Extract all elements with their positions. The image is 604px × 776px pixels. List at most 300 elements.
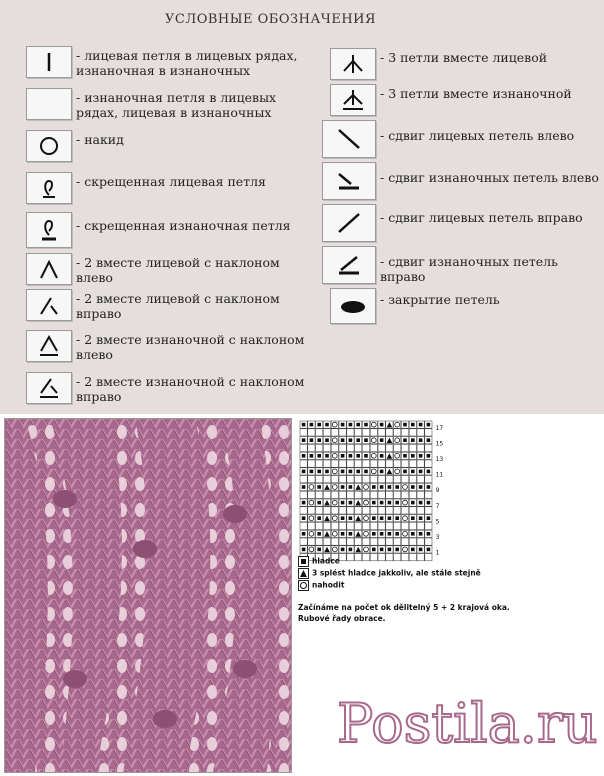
- knit-mark: [364, 438, 368, 442]
- knit-mark: [302, 470, 306, 474]
- legend-item-cross-knit-left: [322, 120, 574, 158]
- chart-cell-blank: [394, 476, 401, 483]
- chart-legend-text: hladce: [312, 556, 340, 566]
- chart-cell-blank: [347, 507, 354, 514]
- chart-cell-blank: [362, 507, 369, 514]
- knit-mark: [419, 501, 423, 505]
- knit-mark: [349, 438, 353, 442]
- chart-cell-blank: [316, 460, 323, 467]
- knit-mark: [411, 516, 415, 520]
- chart-cell-blank: [347, 429, 354, 436]
- knit-mark: [325, 423, 329, 427]
- chart-cell-blank: [417, 491, 424, 498]
- knit-mark: [411, 485, 415, 489]
- knit-stitch-icon: [26, 46, 72, 78]
- legend-item-cross-purl-right: [322, 246, 604, 284]
- chart-cell-blank: [323, 460, 330, 467]
- knit-mark: [411, 454, 415, 458]
- chart-cell-blank: [378, 444, 385, 451]
- chart-cell-blank: [331, 444, 338, 451]
- knit-mark: [325, 470, 329, 474]
- chart-cell-blank: [378, 538, 385, 545]
- chart-cell-blank: [401, 538, 408, 545]
- knit-mark: [419, 438, 423, 442]
- chart-cell-blank: [300, 491, 307, 498]
- chart-legend-text: nahodit: [312, 580, 345, 590]
- knit-mark: [427, 438, 431, 442]
- knit-mark: [341, 470, 345, 474]
- legend-title: УСЛОВНЫЕ ОБОЗНАЧЕНИЯ: [165, 12, 377, 27]
- knit-mark: [419, 516, 423, 520]
- knit-mark: [419, 548, 423, 552]
- chart-cell-blank: [362, 538, 369, 545]
- knit-mark: [310, 454, 314, 458]
- chart-cell-blank: [339, 554, 346, 561]
- chart-cell-blank: [355, 538, 362, 545]
- legend-item-bind-off: [330, 288, 500, 324]
- chart-cell-blank: [417, 476, 424, 483]
- knit-mark: [341, 485, 345, 489]
- knit-mark: [341, 501, 345, 505]
- chart-cell-blank: [347, 491, 354, 498]
- chart-cell-blank: [300, 507, 307, 514]
- chart-cell-blank: [339, 460, 346, 467]
- chart-cell-blank: [370, 507, 377, 514]
- knit-mark: [317, 438, 321, 442]
- purl-stitch-icon: [26, 88, 72, 120]
- chart-cell-blank: [370, 476, 377, 483]
- chart-cell-blank: [386, 554, 393, 561]
- chart-cell-blank: [323, 429, 330, 436]
- knit-mark: [395, 485, 399, 489]
- chart-cell-blank: [316, 507, 323, 514]
- chart-cell-blank: [331, 460, 338, 467]
- knit-mark: [395, 501, 399, 505]
- chart-cell-blank: [394, 522, 401, 529]
- chart-cell-blank: [339, 444, 346, 451]
- legend-text: - 2 вместе лицевой с наклоном вправо: [76, 291, 280, 321]
- watermark: [337, 690, 603, 760]
- chart-cell-blank: [308, 476, 315, 483]
- chart-cell-blank: [370, 429, 377, 436]
- chart-cell-blank: [401, 522, 408, 529]
- chart-legend-text: 3 splést hladce jakkoliv, ale stále stejně: [312, 568, 481, 578]
- chart-cell-blank: [409, 507, 416, 514]
- knit-mark: [388, 532, 392, 536]
- row-number-label: 17: [435, 424, 444, 432]
- chart-cell-blank: [394, 507, 401, 514]
- knit-mark: [302, 423, 306, 427]
- chart-cell-blank: [409, 554, 416, 561]
- chart-cell-blank: [316, 522, 323, 529]
- knit-mark: [395, 548, 399, 552]
- row-number-label: 15: [435, 440, 444, 448]
- knit-mark: [310, 470, 314, 474]
- chart-cell-blank: [386, 444, 393, 451]
- chart-cell-blank: [355, 507, 362, 514]
- chart-cell-blank: [339, 507, 346, 514]
- legend-item-twisted-knit: [26, 172, 266, 204]
- knit-mark: [395, 516, 399, 520]
- chart-cell-blank: [370, 491, 377, 498]
- knit-mark: [427, 548, 431, 552]
- chart-cell-blank: [386, 507, 393, 514]
- knit-mark: [372, 516, 376, 520]
- knit-mark: [310, 438, 314, 442]
- legend-item-cross-knit-right: [322, 204, 583, 242]
- row-number-label: 3: [435, 534, 440, 541]
- chart-cell-blank: [308, 429, 315, 436]
- chart-cell-blank: [409, 476, 416, 483]
- chart-legend-yo: [298, 580, 344, 591]
- chart-cell-blank: [362, 429, 369, 436]
- chart-cell-blank: [417, 429, 424, 436]
- chart-cell-blank: [409, 429, 416, 436]
- chart-cell-blank: [401, 554, 408, 561]
- chart-cell-blank: [425, 554, 432, 561]
- knit-mark: [302, 485, 306, 489]
- knit-mark: [302, 438, 306, 442]
- knit-mark: [356, 470, 360, 474]
- knit-mark: [403, 438, 407, 442]
- knit-mark: [403, 454, 407, 458]
- k3tog-icon: [330, 48, 376, 80]
- chart-cell-blank: [409, 460, 416, 467]
- yarn-over-icon: [26, 130, 72, 162]
- chart-cell-blank: [300, 522, 307, 529]
- knit-mark: [388, 516, 392, 520]
- cross-purl-right-icon: [322, 246, 376, 284]
- k2tog-left-icon: [26, 253, 72, 285]
- chart-cell-blank: [331, 491, 338, 498]
- row-number-label: 7: [435, 502, 440, 510]
- chart-legend-knit: [298, 556, 340, 567]
- chart-cell-blank: [308, 538, 315, 545]
- chart-cell-blank: [339, 538, 346, 545]
- knit-mark: [341, 454, 345, 458]
- knit-mark: [372, 501, 376, 505]
- knitting-chart: [298, 419, 448, 557]
- chart-cell-blank: [323, 491, 330, 498]
- chart-cell-blank: [347, 444, 354, 451]
- legend-text: - лицевая петля в лицевых рядах, изнаночная в изнаночных: [76, 48, 298, 78]
- chart-cell-blank: [362, 522, 369, 529]
- chart-cell-blank: [362, 444, 369, 451]
- knit-mark: [427, 501, 431, 505]
- chart-cell-blank: [370, 444, 377, 451]
- chart-cell-blank: [347, 460, 354, 467]
- row-number-label: 5: [435, 518, 440, 526]
- k2tog-right-icon: [26, 289, 72, 321]
- chart-cell-blank: [378, 507, 385, 514]
- knit-mark: [349, 501, 353, 505]
- chart-cell-blank: [347, 522, 354, 529]
- row-number-label: 13: [435, 456, 444, 463]
- legend-text: - закрытие петель: [380, 292, 500, 307]
- chart-cell-blank: [386, 538, 393, 545]
- chart-cell-blank: [331, 507, 338, 514]
- knit-mark: [395, 532, 399, 536]
- knit-mark: [341, 532, 345, 536]
- chart-cell-blank: [425, 507, 432, 514]
- chart-cell-blank: [394, 444, 401, 451]
- triangle-icon: [298, 568, 309, 579]
- knit-mark: [364, 454, 368, 458]
- knit-mark: [325, 454, 329, 458]
- knit-mark: [302, 501, 306, 505]
- chart-cell-blank: [417, 538, 424, 545]
- chart-cell-blank: [417, 507, 424, 514]
- chart-cell-blank: [339, 429, 346, 436]
- knit-mark: [317, 516, 321, 520]
- knit-mark: [356, 454, 360, 458]
- chart-cell-blank: [347, 538, 354, 545]
- knit-mark: [419, 454, 423, 458]
- p2tog-left-icon: [26, 330, 72, 362]
- chart-cell-blank: [362, 460, 369, 467]
- knit-mark: [388, 485, 392, 489]
- knit-mark: [419, 485, 423, 489]
- chart-cell-blank: [417, 554, 424, 561]
- chart-cell-blank: [300, 444, 307, 451]
- knit-mark: [364, 423, 368, 427]
- chart-cell-blank: [409, 444, 416, 451]
- chart-cell-blank: [425, 522, 432, 529]
- chart-cell-blank: [401, 491, 408, 498]
- knit-mark: [403, 470, 407, 474]
- knit-mark: [403, 423, 407, 427]
- legend-item-p3tog: [330, 84, 572, 116]
- chart-cell-blank: [323, 444, 330, 451]
- chart-cell-blank: [378, 460, 385, 467]
- chart-cell-blank: [355, 491, 362, 498]
- knit-mark: [388, 501, 392, 505]
- chart-cell-blank: [308, 522, 315, 529]
- chart-cell-blank: [300, 538, 307, 545]
- legend-text: - скрещенная изнаночная петля: [76, 218, 291, 233]
- knit-mark: [349, 516, 353, 520]
- chart-cell-blank: [386, 460, 393, 467]
- chart-cell-blank: [370, 522, 377, 529]
- knit-mark: [372, 548, 376, 552]
- legend-text: - скрещенная лицевая петля: [76, 174, 266, 189]
- knit-mark: [341, 548, 345, 552]
- chart-cell-blank: [425, 491, 432, 498]
- knit-mark: [317, 423, 321, 427]
- chart-cell-blank: [386, 429, 393, 436]
- chart-cell-blank: [300, 476, 307, 483]
- knit-mark: [356, 423, 360, 427]
- chart-cell-blank: [355, 429, 362, 436]
- legend-text: - 2 вместе изнаночной с наклоном вправо: [76, 374, 305, 404]
- chart-cell-blank: [401, 429, 408, 436]
- knit-mark: [380, 532, 384, 536]
- legend-item-twisted-purl: [26, 212, 291, 248]
- chart-cell-blank: [378, 429, 385, 436]
- chart-cell-blank: [316, 538, 323, 545]
- chart-cell-blank: [362, 476, 369, 483]
- knit-mark: [317, 548, 321, 552]
- knit-mark: [349, 485, 353, 489]
- knit-mark: [372, 485, 376, 489]
- chart-cell-blank: [308, 444, 315, 451]
- knit-mark: [349, 470, 353, 474]
- chart-cell-blank: [355, 522, 362, 529]
- chart-cell-blank: [409, 522, 416, 529]
- knit-mark: [380, 516, 384, 520]
- chart-cell-blank: [386, 522, 393, 529]
- knit-mark: [427, 454, 431, 458]
- chart-cell-blank: [308, 460, 315, 467]
- knit-mark: [380, 454, 384, 458]
- knit-mark: [380, 423, 384, 427]
- chart-cell-blank: [355, 554, 362, 561]
- chart-cell-blank: [425, 476, 432, 483]
- chart-cell-blank: [339, 476, 346, 483]
- knit-mark: [317, 501, 321, 505]
- instructions: [298, 602, 510, 624]
- knit-mark: [427, 485, 431, 489]
- twisted-knit-icon: [26, 172, 72, 204]
- cross-knit-right-icon: [322, 204, 376, 242]
- bind-off-icon: [330, 288, 376, 324]
- knit-mark: [380, 438, 384, 442]
- knit-mark: [349, 454, 353, 458]
- knit-mark: [349, 423, 353, 427]
- chart-cell-blank: [347, 554, 354, 561]
- knit-mark: [380, 470, 384, 474]
- knit-mark: [411, 438, 415, 442]
- knit-mark: [325, 438, 329, 442]
- legend-item-p2tog-right: [26, 372, 306, 404]
- chart-cell-blank: [417, 444, 424, 451]
- knit-mark: [341, 423, 345, 427]
- chart-cell-blank: [316, 444, 323, 451]
- chart-cell-blank: [394, 429, 401, 436]
- legend-item-k2tog-right: [26, 289, 296, 321]
- knit-mark: [380, 485, 384, 489]
- knit-mark: [317, 532, 321, 536]
- circle-icon: [298, 580, 309, 591]
- chart-cell-blank: [386, 491, 393, 498]
- watermark-text: Postila.ru: [337, 692, 598, 755]
- knit-mark: [380, 548, 384, 552]
- chart-cell-blank: [316, 476, 323, 483]
- cross-purl-left-icon: [322, 162, 376, 200]
- knit-mark: [341, 516, 345, 520]
- chart-cell-blank: [331, 476, 338, 483]
- knit-mark: [427, 532, 431, 536]
- chart-cell-blank: [401, 507, 408, 514]
- chart-cell-blank: [401, 460, 408, 467]
- knit-mark: [302, 532, 306, 536]
- p2tog-right-icon: [26, 372, 72, 404]
- chart-cell-blank: [394, 491, 401, 498]
- legend-item-purl: [26, 88, 316, 120]
- chart-cell-blank: [401, 444, 408, 451]
- chart-cell-blank: [308, 507, 315, 514]
- p3tog-icon: [330, 84, 376, 116]
- chart-cell-blank: [370, 460, 377, 467]
- knit-mark: [302, 548, 306, 552]
- knit-mark: [427, 516, 431, 520]
- chart-cell-blank: [370, 538, 377, 545]
- twisted-purl-icon: [26, 212, 72, 248]
- legend-text: - 2 вместе лицевой с наклоном влево: [76, 255, 280, 285]
- knit-mark: [411, 501, 415, 505]
- knit-mark: [317, 454, 321, 458]
- legend-text: - изнаночная петля в лицевых рядах, лицевая в изнаночных: [76, 90, 277, 120]
- legend-item-yo: [26, 130, 124, 162]
- chart-cell-blank: [316, 491, 323, 498]
- legend-text: - 3 петли вместе лицевой: [380, 50, 548, 65]
- knit-mark: [317, 485, 321, 489]
- knit-mark: [411, 470, 415, 474]
- knit-mark: [364, 470, 368, 474]
- chart-cell-blank: [339, 491, 346, 498]
- chart-cell-blank: [339, 522, 346, 529]
- knit-mark: [427, 423, 431, 427]
- knit-mark: [419, 532, 423, 536]
- chart-cell-blank: [362, 491, 369, 498]
- chart-cell-blank: [417, 460, 424, 467]
- row-number-label: 1: [435, 549, 440, 557]
- legend-item-knit: [26, 46, 306, 78]
- chart-cell-blank: [323, 538, 330, 545]
- knit-mark: [349, 548, 353, 552]
- knit-mark: [380, 501, 384, 505]
- chart-cell-blank: [425, 429, 432, 436]
- chart-cell-blank: [394, 538, 401, 545]
- chart-cell-blank: [347, 476, 354, 483]
- chart-cell-blank: [425, 444, 432, 451]
- row-number-label: 11: [435, 471, 444, 479]
- knit-mark: [302, 516, 306, 520]
- chart-cell-blank: [323, 476, 330, 483]
- legend-text: - 3 петли вместе изнаночной: [380, 86, 572, 101]
- knit-mark: [419, 423, 423, 427]
- legend-item-cross-purl-left: [322, 162, 599, 200]
- chart-cell-blank: [355, 444, 362, 451]
- chart-cell-blank: [409, 491, 416, 498]
- legend-item-k2tog-left: [26, 253, 296, 285]
- instruction-line: Rubové řady obrace.: [298, 614, 386, 623]
- chart-cell-blank: [378, 491, 385, 498]
- knit-mark: [302, 454, 306, 458]
- knit-mark: [317, 470, 321, 474]
- chart-cell-blank: [378, 476, 385, 483]
- legend-text: - сдвиг изнаночных петель влево: [380, 170, 599, 185]
- knit-mark: [411, 423, 415, 427]
- knit-mark: [310, 423, 314, 427]
- legend-text: - 2 вместе изнаночной с наклоном влево: [76, 332, 305, 362]
- legend-text: - сдвиг лицевых петель вправо: [380, 210, 583, 225]
- knit-mark: [341, 438, 345, 442]
- legend-item-p2tog-left: [26, 330, 306, 362]
- chart-cell-blank: [331, 429, 338, 436]
- chart-cell-blank: [331, 522, 338, 529]
- chart-cell-blank: [300, 429, 307, 436]
- chart-legend-dec: [298, 568, 481, 579]
- knit-mark: [419, 470, 423, 474]
- knit-mark: [349, 532, 353, 536]
- knit-mark: [372, 532, 376, 536]
- chart-cell-blank: [386, 476, 393, 483]
- knitted-swatch-photo: [4, 418, 292, 773]
- legend-item-k3tog: [330, 48, 547, 80]
- knit-mark: [411, 532, 415, 536]
- chart-cell-blank: [308, 491, 315, 498]
